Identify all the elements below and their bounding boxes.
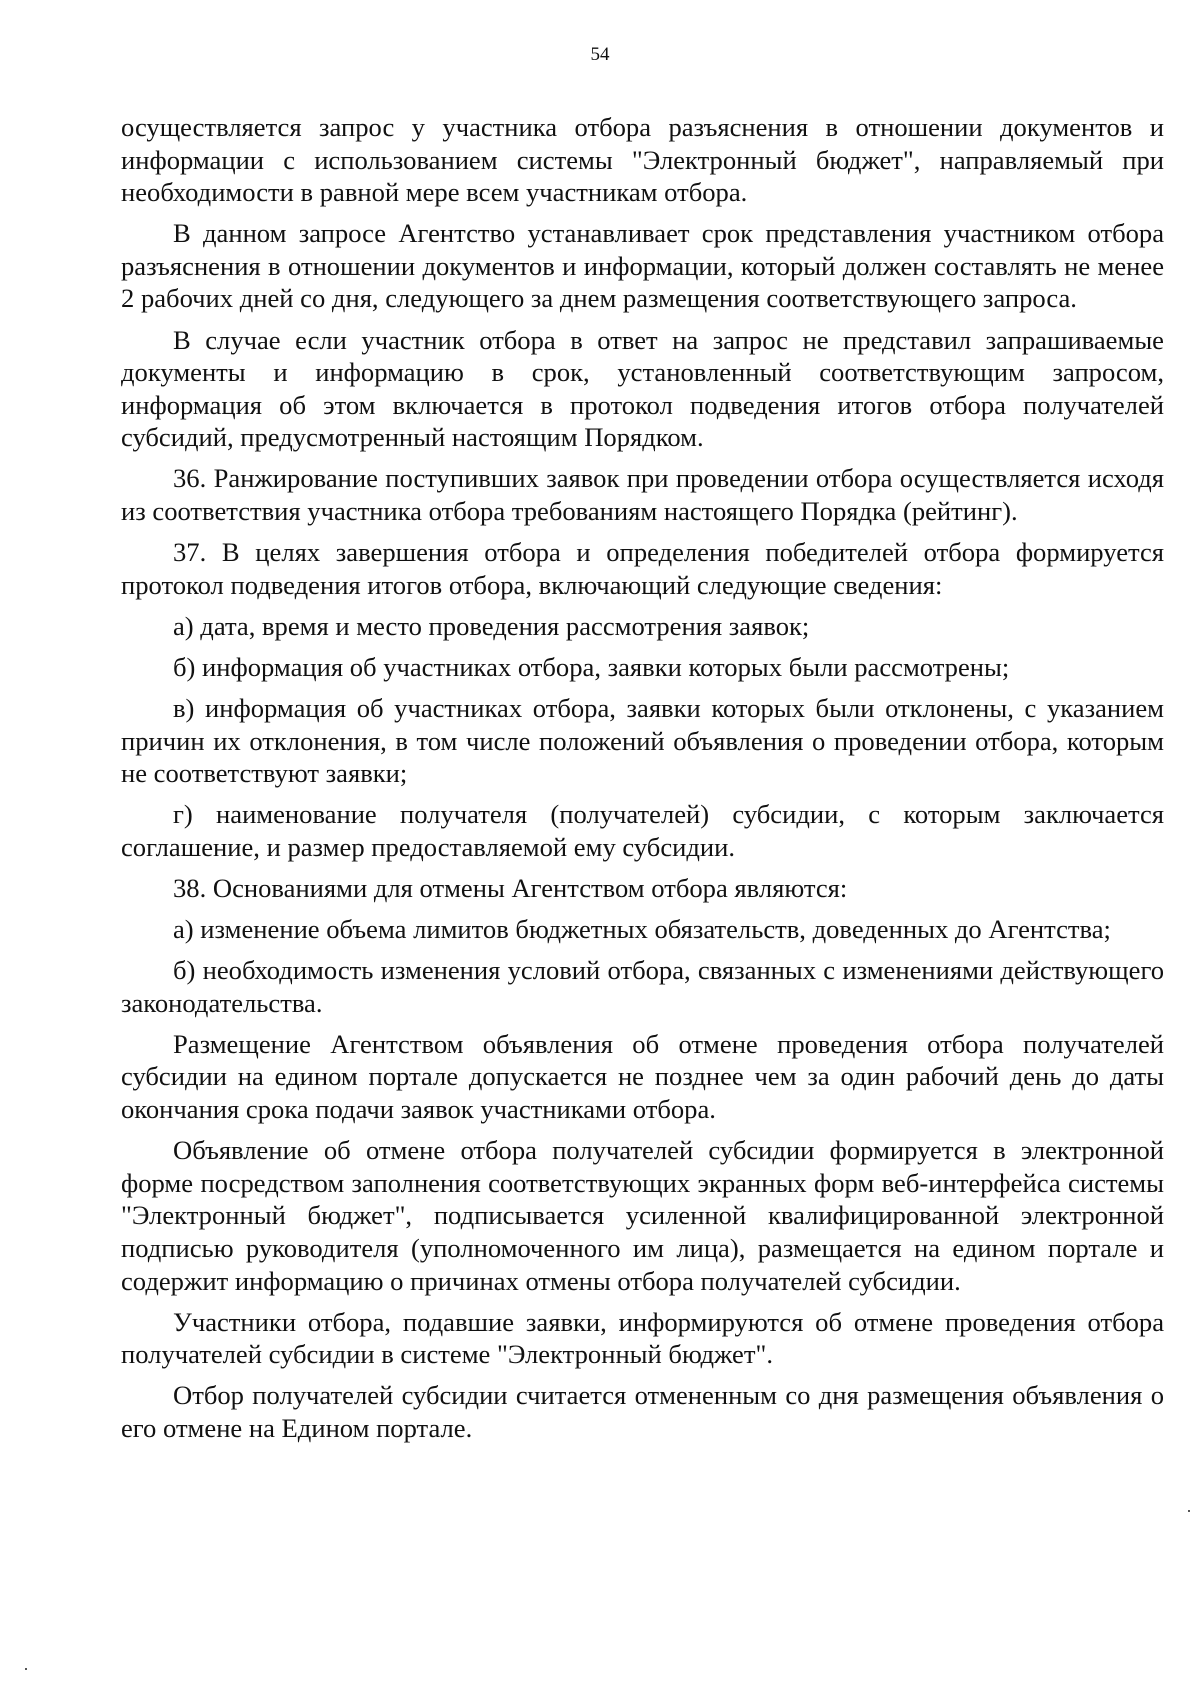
list-item-a-limits: а) изменение объема лимитов бюджетных обязательств, доведенных до Агентства; bbox=[173, 914, 1111, 945]
paragraph-38-grounds: 38. Основаниями для отмены Агентством отбора являются: bbox=[173, 872, 848, 903]
scan-speck-icon bbox=[25, 1668, 27, 1670]
paragraph-cancellation-form: Объявление об отмене отбора получателей субсидии формируется в электронной форме посредством заполнения соответствующих экранных форм веб-интерфейса системы "Электронный бюджет", подписывается усиленной квалифицированной электронной подписью руководителя (уполномоченного им лица), размещается на едином портале и содержит информацию о причинах отмены отбора получателей субсидии. bbox=[121, 1135, 1164, 1296]
paragraph-36-ranking: 36. Ранжирование поступивших заявок при проведении отбора осуществляется исходя из соответствия участника отбора требованиям настоящего Порядка (рейтинг). bbox=[121, 463, 1164, 527]
scan-speck-icon bbox=[1188, 1510, 1190, 1512]
paragraph-selection-cancelled: Отбор получателей субсидии считается отмененным со дня размещения объявления о его отмене на Едином портале. bbox=[121, 1380, 1164, 1443]
paragraph-37-protocol: 37. В целях завершения отбора и определения победителей отбора формируется протокол подведения итогов отбора, включающий следующие сведения: bbox=[121, 537, 1164, 600]
page-number: 54 bbox=[590, 44, 610, 65]
paragraph-participants-informed: Участники отбора, подавшие заявки, информируются об отмене проведения отбора получателей субсидии в системе "Электронный бюджет". bbox=[121, 1306, 1164, 1370]
list-item-b-considered: б) информация об участниках отбора, заявки которых были рассмотрены; bbox=[173, 651, 1010, 682]
paragraph-cancellation-posting: Размещение Агентством объявления об отмене проведения отбора получателей субсидии на едином портале допускается не позднее чем за один рабочий день до даты окончания срока подачи заявок участниками отбора. bbox=[121, 1028, 1164, 1125]
paragraph-no-response: В случае если участник отбора в ответ на запрос не представил запрашиваемые документы и информацию в срок, установленный соответствующим запросом, информация об этом включается в протокол подведения итогов отбора получателей субсидий, предусмотренный настоящим Порядком. bbox=[121, 324, 1164, 453]
list-item-g-recipient: г) наименование получателя (получателей) субсидии, с которым заключается соглашение, и размер предоставляемой ему субсидии. bbox=[121, 799, 1164, 862]
list-item-v-rejected: в) информация об участниках отбора, заявки которых были отклонены, с указанием причин их отклонения, в том числе положений объявления о проведении отбора, которым не соответствуют заявки; bbox=[121, 693, 1164, 789]
list-item-b-legislation: б) необходимость изменения условий отбора, связанных с изменениями действующего законодательства. bbox=[121, 955, 1164, 1018]
document-body bbox=[121, 111, 1164, 1453]
list-item-a-date: а) дата, время и место проведения рассмотрения заявок; bbox=[173, 610, 810, 641]
paragraph-request-deadline: В данном запросе Агентство устанавливает срок представления участником отбора разъяснения в отношении документов и информации, который должен составлять не менее 2 рабочих дней со дня, следующего за днем размещения соответствующего запроса. bbox=[121, 218, 1164, 314]
paragraph-continuation: осуществляется запрос у участника отбора разъяснения в отношении документов и информации с использованием системы "Электронный бюджет", направляемый при необходимости в равной мере всем участникам отбора. bbox=[121, 112, 1164, 208]
